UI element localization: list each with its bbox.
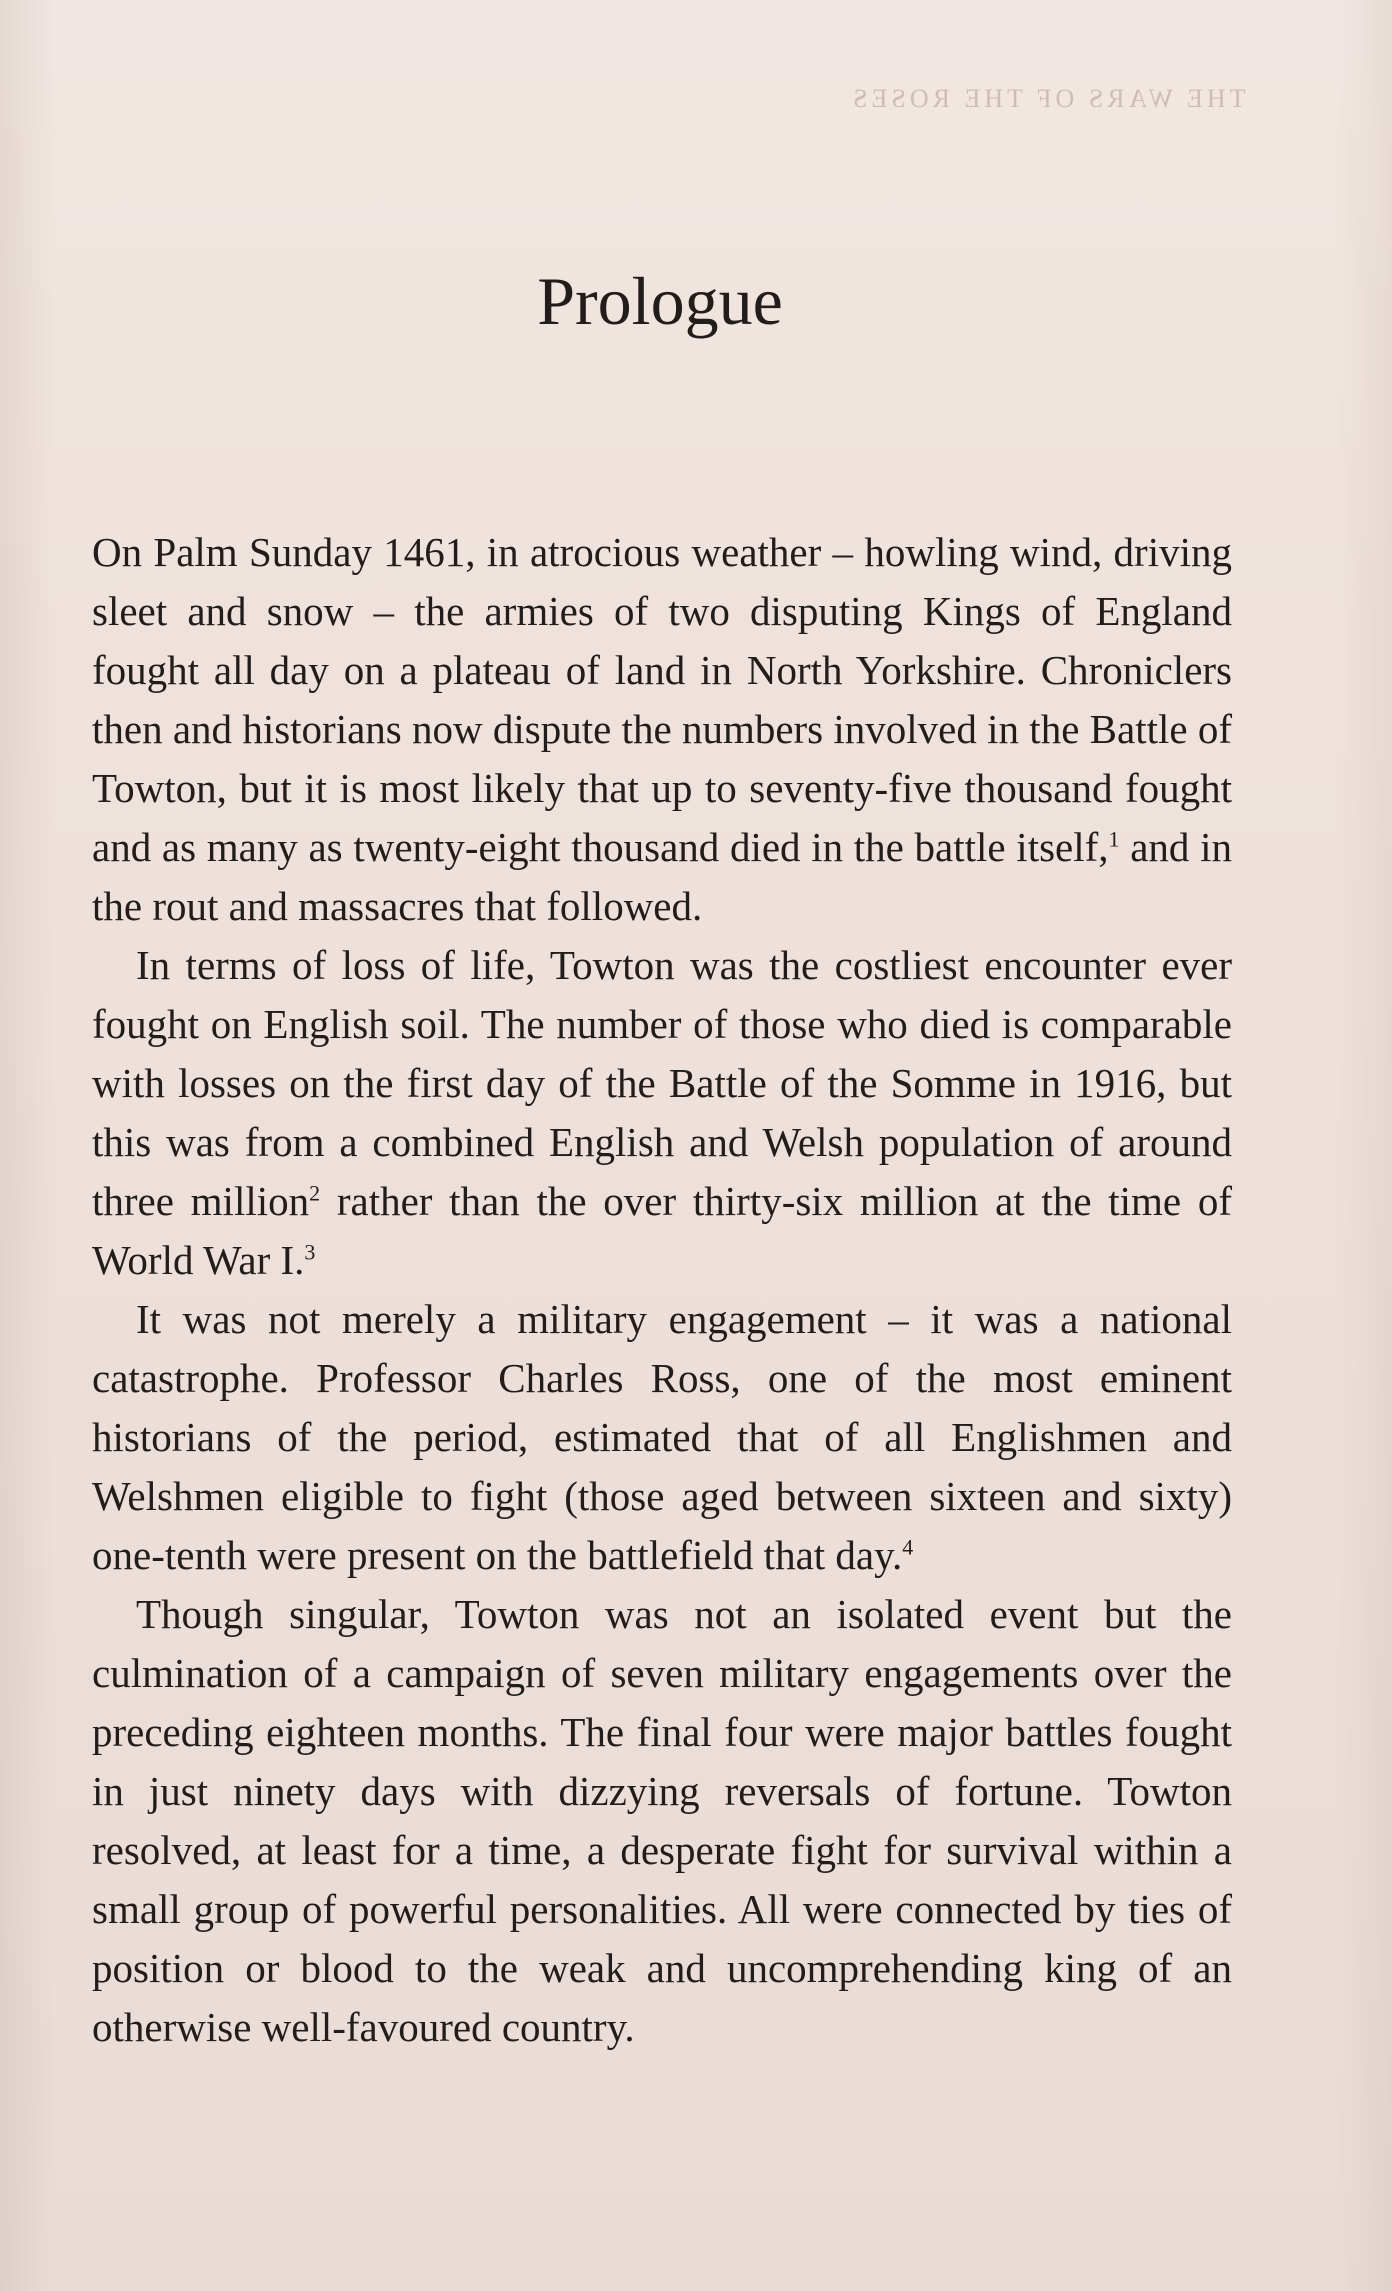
paragraph-2-text-b: rather than the over thirty-six million at the time of World War I. (92, 1178, 1232, 1283)
paragraph-1-text-b: and in the rout and massacres that followed. (92, 824, 1232, 929)
footnote-marker-3: 3 (304, 1239, 316, 1265)
paragraph-2-text-a: In terms of loss of life, Towton was the costliest encounter ever fought on English soil. The number of those who died is comparable with losses on the first day of the Battle of the Somme in 1916, but this was from a combined English and Welsh population of around three million (92, 942, 1232, 1224)
footnote-marker-4: 4 (902, 1534, 914, 1560)
footnote-marker-2: 2 (309, 1180, 321, 1206)
paragraph-4: Though singular, Towton was not an isolated event but the culmination of a campaign of seven military engagements over the preceding eighteen months. The final four were major battles fought in just ninety days with dizzying reversals of fortune. Towton resolved, at least for a time, a desperate fight for survival within a small group of powerful personalities. All were connected by ties of position or blood to the weak and uncomprehending king of an otherwise well-favoured country. (92, 1591, 1232, 2050)
paragraph-2 (92, 936, 1232, 1290)
running-head-bleedthrough: THE WARS OF THE ROSES (849, 84, 1246, 113)
paragraph-3-text-a: It was not merely a military engagement – it was a national catastrophe. Professor Charles Ross, one of the most eminent historians of the period, estimated that of all Englishmen and Welshmen eligible to fight (those aged between sixteen and sixty) one-tenth were present on the battlefield that day. (92, 1296, 1232, 1578)
paragraph-1 (92, 523, 1232, 936)
footnote-marker-1: 1 (1108, 826, 1120, 852)
chapter-title: Prologue (537, 263, 783, 339)
body-text (92, 523, 1232, 2057)
paragraph-3 (92, 1290, 1232, 1585)
paragraph-1-text-a: On Palm Sunday 1461, in atrocious weather – howling wind, driving sleet and snow – the armies of two disputing Kings of England fought all day on a plateau of land in North Yorkshire. Chroniclers then and historians now dispute the numbers involved in the Battle of Towton, but it is most likely that up to seventy-five thousand fought and as many as twenty-eight thousand died in the battle itself, (92, 529, 1232, 870)
